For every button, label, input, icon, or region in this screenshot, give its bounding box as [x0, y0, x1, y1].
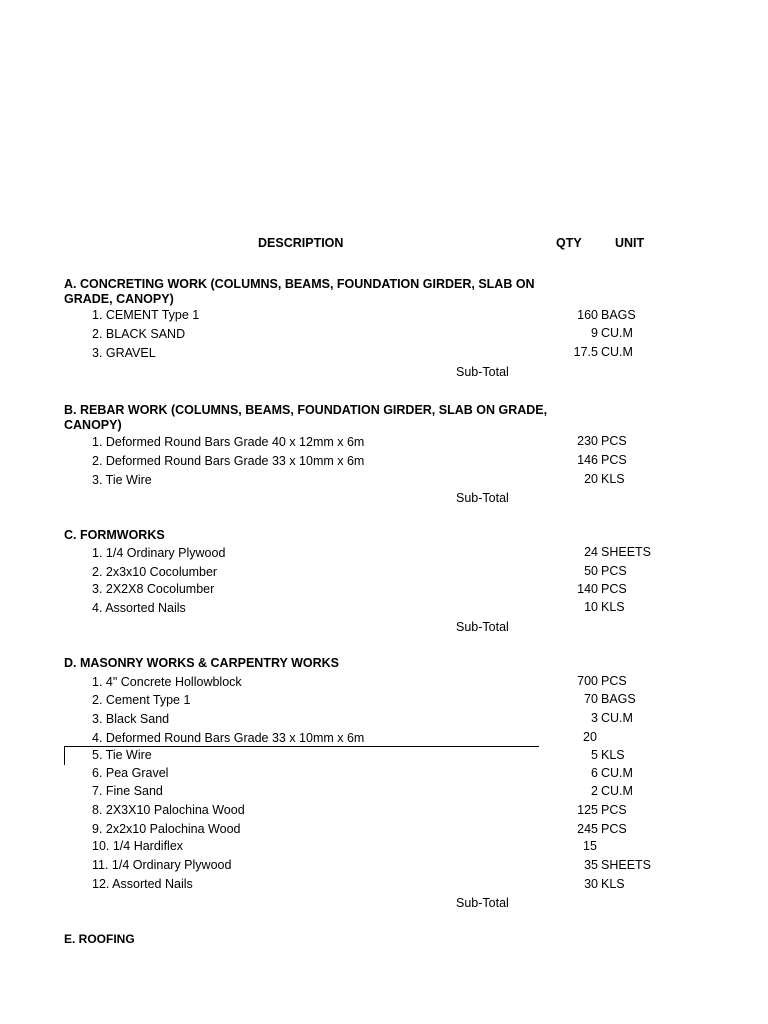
- item-unit: KLS: [601, 877, 625, 891]
- row-border: [64, 746, 65, 765]
- item-qty: 125: [577, 803, 598, 817]
- section-a-title: A. CONCRETING WORK (COLUMNS, BEAMS, FOUNDATION GIRDER, SLAB ON GRADE, CANOPY): [64, 277, 535, 306]
- list-item: 2. Cement Type 1: [92, 693, 191, 707]
- item-qty: 70: [584, 692, 598, 706]
- list-item: 11. 1/4 Ordinary Plywood: [92, 858, 232, 872]
- list-item: 6. Pea Gravel: [92, 766, 169, 780]
- item-unit: SHEETS: [601, 858, 652, 872]
- item-qty: 30: [584, 877, 598, 891]
- item-qty: 20: [584, 472, 598, 486]
- list-item: 4. Deformed Round Bars Grade 33 x 10mm x 6m: [92, 731, 365, 745]
- subtotal-label: Sub-Total: [456, 491, 509, 505]
- list-item: 1. 1/4 Ordinary Plywood: [92, 546, 226, 560]
- item-qty: 17.5: [573, 345, 598, 359]
- list-item: 2. 2x3x10 Cocolumber: [92, 565, 218, 579]
- item-qty: 140: [577, 582, 598, 596]
- item-qty: 700: [577, 674, 598, 688]
- section-e-title: E. ROOFING: [64, 932, 135, 946]
- item-qty: 3: [591, 711, 598, 725]
- item-qty: 6: [591, 766, 598, 780]
- list-item: 12. Assorted Nails: [92, 877, 193, 891]
- item-unit: KLS: [601, 472, 625, 486]
- item-qty: 230: [577, 434, 598, 448]
- item-qty: 50: [584, 564, 598, 578]
- item-unit: BAGS: [601, 308, 636, 322]
- list-item: 7. Fine Sand: [92, 784, 163, 798]
- section-b-title: B. REBAR WORK (COLUMNS, BEAMS, FOUNDATION GIRDER, SLAB ON GRADE, CANOPY): [64, 403, 548, 432]
- item-qty: 35: [584, 858, 598, 872]
- list-item: 1. 4" Concrete Hollowblock: [92, 675, 242, 689]
- header-description: DESCRIPTION: [258, 236, 344, 250]
- item-unit: BAGS: [601, 692, 636, 706]
- subtotal-label: Sub-Total: [456, 365, 509, 379]
- list-item: 2. BLACK SAND: [92, 327, 186, 341]
- item-unit: SHEETS: [601, 545, 652, 559]
- list-item: 4. Assorted Nails: [92, 601, 186, 615]
- subtotal-label: Sub-Total: [456, 896, 509, 910]
- list-item: 8. 2X3X10 Palochina Wood: [92, 803, 245, 817]
- item-qty: 10: [584, 600, 598, 614]
- item-unit: CU.M: [601, 784, 633, 798]
- subtotal-label: Sub-Total: [456, 620, 509, 634]
- item-qty: 15: [583, 839, 597, 853]
- header-unit: UNIT: [615, 236, 645, 250]
- list-item: 10. 1/4 Hardiflex: [92, 839, 184, 853]
- item-unit: PCS: [601, 434, 627, 448]
- list-item: 3. 2X2X8 Cocolumber: [92, 582, 215, 596]
- item-unit: CU.M: [601, 326, 633, 340]
- item-unit: PCS: [601, 564, 627, 578]
- item-qty: 24: [584, 545, 598, 559]
- item-unit: PCS: [601, 453, 627, 467]
- item-unit: KLS: [601, 748, 625, 762]
- item-unit: KLS: [601, 600, 625, 614]
- item-unit: PCS: [601, 582, 627, 596]
- list-item: 3. GRAVEL: [92, 346, 156, 360]
- list-item: 9. 2x2x10 Palochina Wood: [92, 822, 241, 836]
- section-d-title: D. MASONRY WORKS & CARPENTRY WORKS: [64, 656, 340, 670]
- item-qty: 146: [577, 453, 598, 467]
- item-unit: CU.M: [601, 766, 633, 780]
- item-unit: CU.M: [601, 345, 633, 359]
- item-qty: 20: [583, 730, 597, 744]
- list-item: 3. Tie Wire: [92, 473, 152, 487]
- item-qty: 245: [577, 822, 598, 836]
- item-qty: 160: [577, 308, 598, 322]
- list-item: 5. Tie Wire: [92, 748, 152, 762]
- item-unit: PCS: [601, 822, 627, 836]
- list-item: 3. Black Sand: [92, 712, 170, 726]
- section-c-title: C. FORMWORKS: [64, 528, 165, 542]
- header-qty: QTY: [556, 236, 582, 250]
- item-unit: PCS: [601, 674, 627, 688]
- list-item: 2. Deformed Round Bars Grade 33 x 10mm x 6m: [92, 454, 365, 468]
- item-qty: 5: [591, 748, 598, 762]
- list-item: 1. CEMENT Type 1: [92, 308, 200, 322]
- item-qty: 9: [591, 326, 598, 340]
- list-item: 1. Deformed Round Bars Grade 40 x 12mm x 6m: [92, 435, 365, 449]
- item-unit: PCS: [601, 803, 627, 817]
- item-unit: CU.M: [601, 711, 633, 725]
- item-qty: 2: [591, 784, 598, 798]
- row-divider: [64, 746, 539, 747]
